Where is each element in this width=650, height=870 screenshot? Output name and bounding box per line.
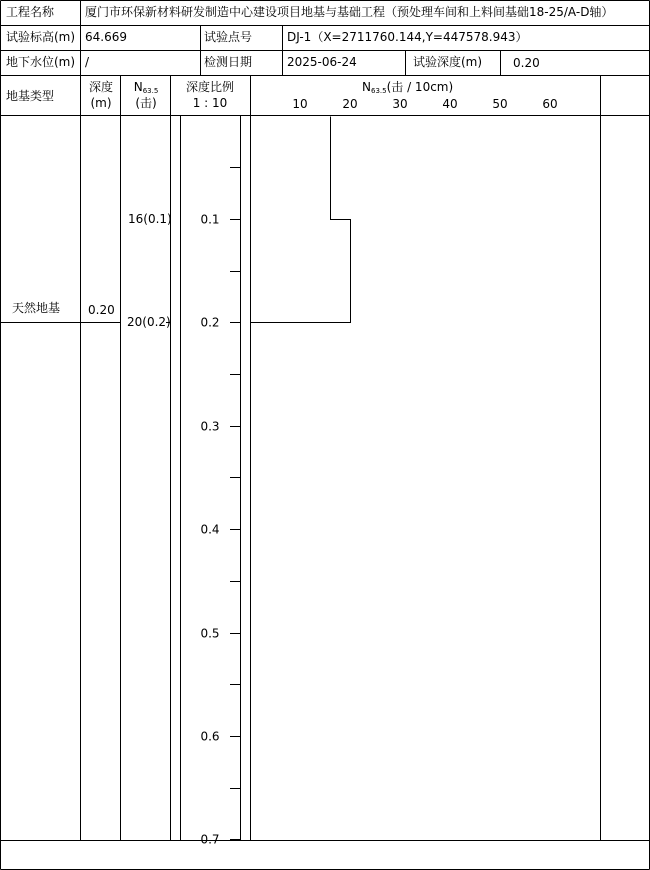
test-depth-value: 0.20: [513, 56, 540, 70]
test-date-value: 2025-06-24: [287, 55, 357, 69]
foundation-type-header: 地基类型: [6, 89, 55, 103]
depth-header: 深度: [88, 80, 113, 94]
x-tick-label: 50: [492, 97, 508, 111]
chart-title-letter: N: [362, 80, 371, 94]
depth-tick-label: 0.4: [200, 522, 220, 537]
x-tick-label: 10: [292, 97, 308, 111]
groundwater-value: /: [85, 55, 90, 69]
depth-tick-label: 0.3: [200, 419, 220, 434]
test-point-value: DJ-1（X=2711760.144,Y=447578.943）: [287, 30, 528, 44]
elevation-value: 64.669: [85, 30, 127, 44]
test-date-label: 检测日期: [204, 55, 253, 69]
test-depth-label: 试验深度(m): [413, 55, 483, 69]
n635-subscript: 63.5: [142, 87, 159, 95]
n635-unit: (击): [135, 96, 157, 110]
blow-count-step-line: [251, 117, 351, 323]
groundwater-label: 地下水位(m): [6, 55, 76, 69]
chart-title-unit: (击 / 10cm): [386, 80, 454, 94]
foundation-type-value: 天然地基: [12, 301, 61, 315]
project-name-label: 工程名称: [6, 5, 55, 19]
project-name-value: 厦门市环保新材料研发制造中心建设项目地基与基础工程（预处理车间和上料间基础18-25/A-D轴）: [85, 5, 614, 19]
depth-tick-label: 0.5: [200, 626, 220, 641]
x-tick-label: 30: [392, 97, 408, 111]
test-point-label: 试验点号: [204, 30, 253, 44]
depth-tick-label: 0.6: [200, 729, 220, 744]
scale-title: 深度比例: [185, 80, 234, 94]
chart-title-subscript: 63.5: [370, 87, 387, 95]
scale-value: 1 : 10: [192, 96, 228, 110]
x-tick-label: 60: [542, 97, 558, 111]
depth-tick-label: 0.7: [200, 832, 220, 847]
depth-tick-label: 0.1: [200, 212, 220, 227]
layer-depth-value: 0.20: [88, 303, 115, 317]
n-reading-2: 20(0.2): [127, 315, 171, 329]
depth-unit: (m): [90, 96, 112, 110]
n635-letter: N: [133, 80, 143, 94]
x-tick-label: 20: [342, 97, 358, 111]
depth-tick-label: 0.2: [200, 315, 220, 330]
x-tick-label: 40: [442, 97, 458, 111]
n-reading-1: 16(0.1): [128, 212, 172, 226]
elevation-label: 试验标高(m): [6, 30, 76, 44]
